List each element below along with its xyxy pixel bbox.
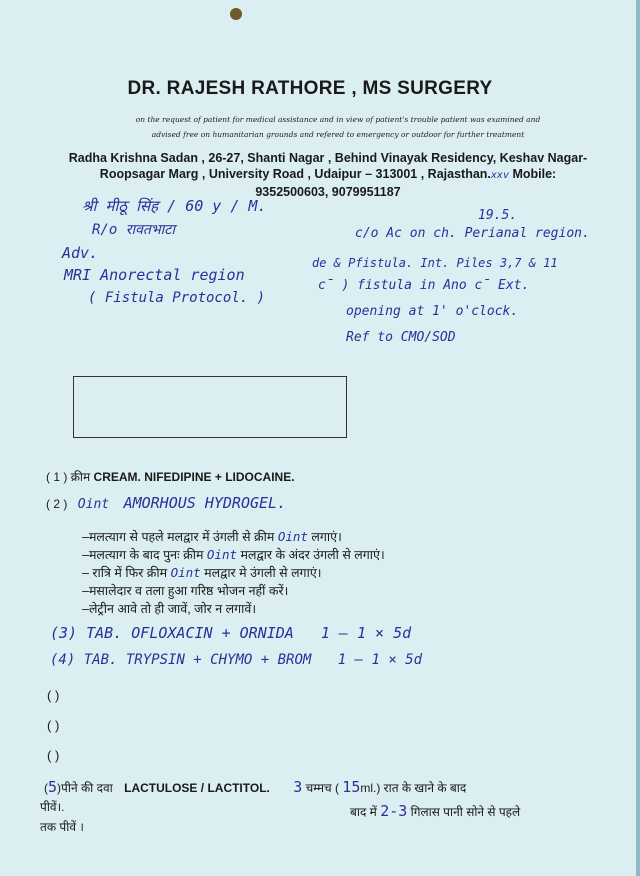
address-line-1: Radha Krishna Sadan , 26-27, Shanti Nagar , Behind Vinayak Residency, Keshav Nagar- [68, 151, 588, 165]
clinic-address [58, 150, 598, 200]
medicine-2-number: ( 2 ) [46, 497, 68, 511]
patient-name: श्री मीठू सिंह / 60 y / M. [82, 197, 267, 215]
medicine-4 [50, 652, 422, 668]
laxative-glass-count: 2-3 [380, 802, 408, 820]
laxative-spoon-text: चम्मच ( [305, 781, 339, 795]
laxative-line-2-right [350, 802, 520, 820]
advice-line-1: MRI Anorectal region [64, 266, 245, 284]
instruction-4: –मसालेदार व तला हुआ गरिष्ठ भोजन नहीं करें। [82, 584, 289, 598]
medicine-1-number: ( 1 ) [46, 470, 68, 484]
instructions-list [82, 528, 602, 618]
laxative-number: 5 [48, 778, 58, 796]
address-line-2 [58, 166, 598, 184]
medicine-3-dose: 1 — 1 × 5d [320, 624, 412, 642]
advice-label: Adv. [62, 244, 99, 262]
instruction-2-tail: मलद्वार के अंदर उंगली से लगाएं। [237, 548, 385, 562]
medicine-1-name: CREAM. NIFEDIPINE + LIDOCAINE. [93, 470, 295, 484]
medicine-3 [50, 624, 411, 642]
doctor-title: DR. RAJESH RATHORE , MS SURGERY [127, 78, 493, 99]
empty-slot-1: ( ) [47, 688, 60, 703]
empty-slot-2: ( ) [47, 718, 60, 733]
instruction-3-text: – रात्रि में फिर क्रीम [82, 566, 171, 580]
medicine-2-prefix: Oint [77, 497, 110, 512]
laxative-open-paren: ( [44, 781, 48, 795]
instruction-1-tail: लगाएं। [307, 530, 342, 544]
medicine-2-name: AMORHOUS HYDROGEL. [123, 494, 287, 512]
medicine-3-name: TAB. OFLOXACIN + ORNIDA [86, 624, 294, 642]
laxative-line-2-left: पीवें।. [40, 800, 65, 814]
clinical-note-3: c̄ ) fistula in Ano c̄ Ext. [318, 278, 530, 293]
instruction-3 [82, 564, 602, 582]
visit-date: 19.5. [478, 208, 518, 223]
instruction-2-text: –मलत्याग के बाद पुनः क्रीम [82, 548, 207, 562]
instruction-1 [82, 528, 602, 546]
punch-hole [230, 8, 242, 20]
medicine-4-name: TAB. TRYPSIN + CHYMO + BROM [83, 652, 312, 668]
instruction-2 [82, 546, 602, 564]
address-handwritten-mark: xxv [490, 170, 509, 181]
laxative-ml-text: ml.) रात के खाने के बाद [360, 781, 467, 795]
instruction-2-hand: Oint [206, 547, 238, 562]
phone-numbers: 9352500603, 9079951187 [255, 185, 401, 199]
clinical-note-5: Ref to CMO/SOD [346, 330, 456, 345]
laxative-spoon-count: 3 [293, 778, 303, 796]
medicine-1 [46, 468, 295, 485]
clinical-note-2: de & Pfistula. Int. Piles 3,7 & 11 [312, 256, 558, 270]
mobile-label: Mobile: [512, 167, 557, 181]
medicine-4-dose: 1 — 1 × 5d [337, 652, 423, 668]
address-line-2-text: Roopsagar Marg , University Road , Udaipur – 313001 , Rajasthan. [99, 167, 491, 181]
medicine-3-number: (3) [50, 624, 78, 642]
clinical-note-1: c/o Ac on ch. Perianal region. [355, 226, 590, 241]
tagline [78, 112, 598, 142]
laxative-after-text: बाद में [350, 805, 377, 819]
instruction-3-hand: Oint [170, 565, 201, 580]
clinical-note-4: opening at 1' o'clock. [346, 304, 519, 319]
laxative-line-3: तक पीवें । [40, 820, 84, 834]
tagline-line-1: on the request of patient for medical assistance and in view of patient's trouble patient was examined and [135, 115, 541, 124]
laxative-ml-value: 15 [342, 778, 361, 796]
laxative-name: LACTULOSE / LACTITOL. [124, 781, 270, 795]
instruction-1-text: –मलत्याग से पहले मलद्वार में उंगली से क्रीम [82, 530, 278, 544]
tagline-line-2: advised free on humanitarian grounds and refered to emergency or outdoor for further treatment [151, 130, 525, 139]
empty-slot-3: ( ) [47, 748, 60, 763]
laxative-label: )पीने की दवा [57, 781, 113, 795]
laxative-line-1 [44, 778, 604, 796]
laxative-water-text: गिलास पानी सोने से पहले [410, 805, 521, 819]
medicine-4-number: (4) [50, 652, 76, 668]
instruction-3-tail: मलद्वार मे उंगली से लगाएं। [200, 566, 322, 580]
patient-residence: R/o रावतभाटा [92, 222, 175, 238]
instruction-5: –लेट्रीन आवे तो ही जावें, जोर न लगावें। [82, 602, 257, 616]
medicine-1-prefix: क्रीम [70, 470, 91, 484]
empty-box [73, 376, 347, 438]
instruction-1-hand: Oint [277, 529, 308, 544]
advice-line-2: ( Fistula Protocol. ) [88, 290, 266, 306]
medicine-2 [46, 494, 286, 513]
